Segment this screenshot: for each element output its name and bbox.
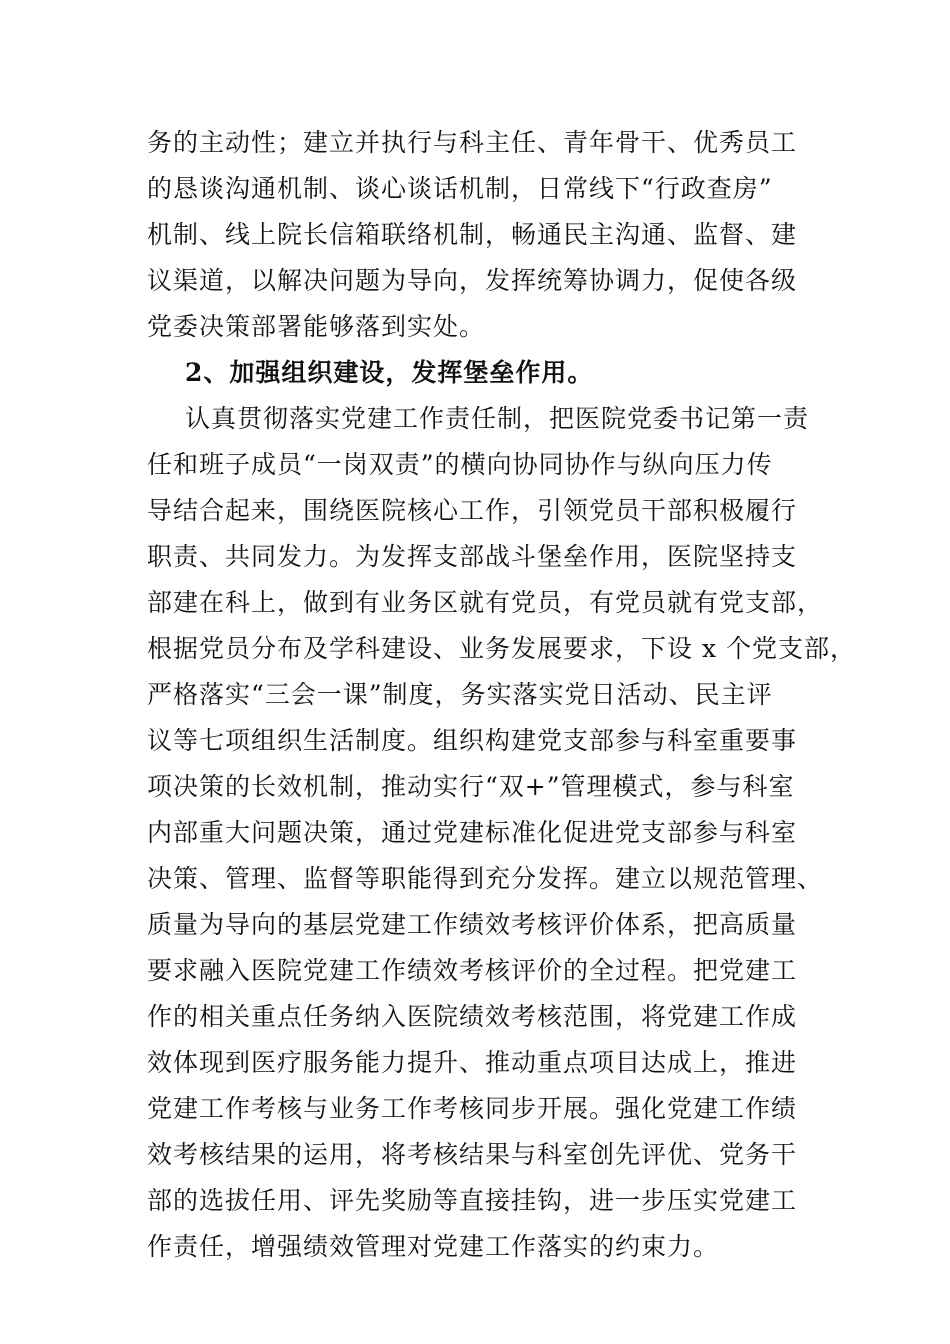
text-line: 务的主动性；建立并执行与科主任、青年骨干、优秀员工: [147, 128, 798, 157]
text-line: 党委决策部署能够落到实处。: [147, 312, 486, 341]
text-line: 作责任，增强绩效管理对党建工作落实的约束力。: [147, 1232, 720, 1261]
text-line: 认真贯彻落实党建工作责任制，把医院党委书记第一责: [185, 404, 810, 433]
text-line: 效考核结果的运用，将考核结果与科室创先评优、党务干: [147, 1140, 798, 1169]
text-line: 严格落实“三会一课”制度，务实落实党日活动、民主评: [147, 680, 773, 709]
text-line: 党建工作考核与业务工作考核同步开展。强化党建工作绩: [147, 1094, 798, 1123]
section-heading: 2、加强组织建设，发挥堡垒作用。: [185, 358, 594, 387]
text-line: 议渠道，以解决问题为导向，发挥统筹协调力，促使各级: [147, 266, 798, 295]
text-line: 任和班子成员“一岗双责”的横向协同协作与纵向压力传: [147, 450, 773, 479]
text-line: 部建在科上，做到有业务区就有党员，有党员就有党支部，: [147, 588, 824, 617]
text-line: 要求融入医院党建工作绩效考核评价的全过程。把党建工: [147, 956, 798, 985]
document-body: [147, 120, 856, 1270]
text-line: 导结合起来，围绕医院核心工作，引领党员干部积极履行: [147, 496, 798, 525]
text-line: 职责、共同发力。为发挥支部战斗堡垒作用，医院坚持支: [147, 542, 798, 571]
text-line: 项决策的长效机制，推动实行“双+”管理模式，参与科室: [147, 772, 795, 801]
text-line: 根据党员分布及学科建设、业务发展要求，下设 x 个党支部，: [147, 634, 856, 663]
text-line: 的恳谈沟通机制、谈心谈话机制，日常线下“行政查房”: [147, 174, 773, 203]
text-line: 部的选拔任用、评先奖励等直接挂钩，进一步压实党建工: [147, 1186, 798, 1215]
text-line: 效体现到医疗服务能力提升、推动重点项目达成上，推进: [147, 1048, 798, 1077]
text-line: 质量为导向的基层党建工作绩效考核评价体系，把高质量: [147, 910, 798, 939]
text-line: 决策、管理、监督等职能得到充分发挥。建立以规范管理、: [147, 864, 824, 893]
text-line: 内部重大问题决策，通过党建标准化促进党支部参与科室: [147, 818, 798, 847]
text-line: 作的相关重点任务纳入医院绩效考核范围，将党建工作成: [147, 1002, 798, 1031]
text-line: 议等七项组织生活制度。组织构建党支部参与科室重要事: [147, 726, 798, 755]
text-line: 机制、线上院长信箱联络机制，畅通民主沟通、监督、建: [147, 220, 798, 249]
